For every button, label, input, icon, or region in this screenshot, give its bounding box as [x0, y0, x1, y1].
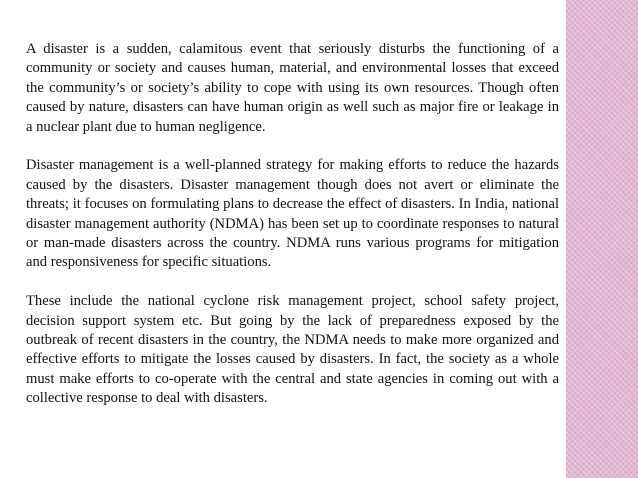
paragraph-projects: These include the national cyclone risk management project, school safety project, decision support system etc. But going by the lack of preparedness exposed by the outbreak of recent disasters in the country, the NDMA needs to make more organized and effective efforts to mitigate the losses caused by disasters. In fact, the society as a whole must make efforts to co-operate with the central and state agencies in coming out with a collective response to deal with disasters. — [26, 293, 559, 407]
paragraph-definition: A disaster is a sudden, calamitous event that seriously disturbs the functioning of a community or society and causes human, material, and environmental losses that exceed the community’s or society’s ability to cope with using its own resources. Though often caused by nature, disasters can have human origin as well such as major fire or leakage in a nuclear plant due to human negligence. — [26, 41, 559, 135]
slide-body-text — [26, 40, 559, 409]
decorative-side-band — [566, 0, 638, 478]
paragraph-management: Disaster management is a well-planned strategy for making efforts to reduce the hazards caused by the disasters. Disaster management though does not avert or eliminate the threats; it focuses on formulating plans to decrease the effect of disasters. In India, national disaster management authority (NDMA) has been set up to coordinate responses to natural or man-made disasters across the country. NDMA runs various programs for mitigation and responsiveness for specific situations. — [26, 157, 559, 271]
